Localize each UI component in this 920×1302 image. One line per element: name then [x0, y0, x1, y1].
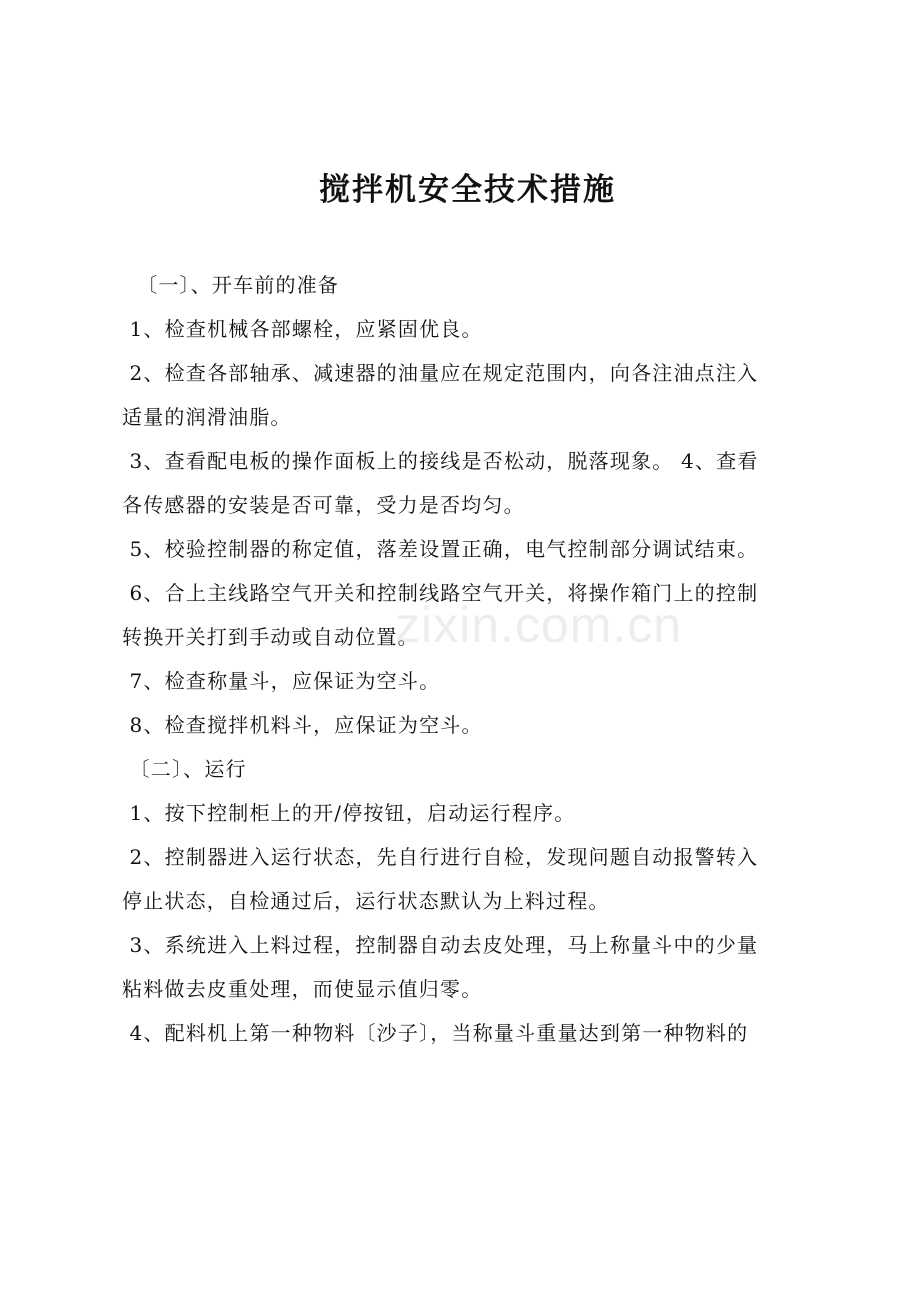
body-line: 2、控制器进入运行状态，先自行进行自检，发现问题自动报警转入 — [122, 845, 759, 869]
body-line: 6、合上主线路空气开关和控制线路空气开关，将操作箱门上的控制 — [122, 581, 759, 605]
body-line: 转换开关打到手动或自动位置。 — [122, 625, 419, 649]
body-line: 5、校验控制器的称定值，落差设置正确，电气控制部分调试结束。 — [122, 537, 759, 561]
body-line: 粘料做去皮重处理，而使显示值归零。 — [122, 977, 483, 1001]
body-line: 适量的润滑油脂。 — [122, 405, 292, 429]
body-line: 1、检查机械各部螺栓，应紧固优良。 — [122, 317, 483, 341]
body-line: 8、检查搅拌机料斗，应保证为空斗。 — [122, 713, 483, 737]
body-line: 停止状态，自检通过后，运行状态默认为上料过程。 — [122, 889, 610, 913]
section-heading: 〔一〕、开车前的准备 — [122, 273, 340, 297]
body-line: 4、配料机上第一种物料〔沙子〕，当称量斗重量达到第一种物料的 — [122, 1021, 749, 1045]
body-line: 3、查看配电板的操作面板上的接线是否松动，脱落现象。 4、查看 — [122, 449, 759, 473]
body-line: 3、系统进入上料过程，控制器自动去皮处理，马上称量斗中的少量 — [122, 933, 759, 957]
body-line: 7、检查称量斗，应保证为空斗。 — [122, 669, 441, 693]
section-heading: 〔二〕、运行 — [122, 757, 247, 781]
body-line: 2、检查各部轴承、减速器的油量应在规定范围内，向各注油点注入 — [122, 361, 759, 385]
body-line: 各传感器的安装是否可靠，受力是否均匀。 — [122, 493, 525, 517]
document-body — [122, 263, 822, 1055]
watermark: zixin.com.cn — [395, 597, 683, 653]
body-line: 1、按下控制柜上的开/停按钮，启动运行程序。 — [122, 801, 576, 825]
document-title: 搅拌机安全技术措施 — [319, 172, 616, 208]
